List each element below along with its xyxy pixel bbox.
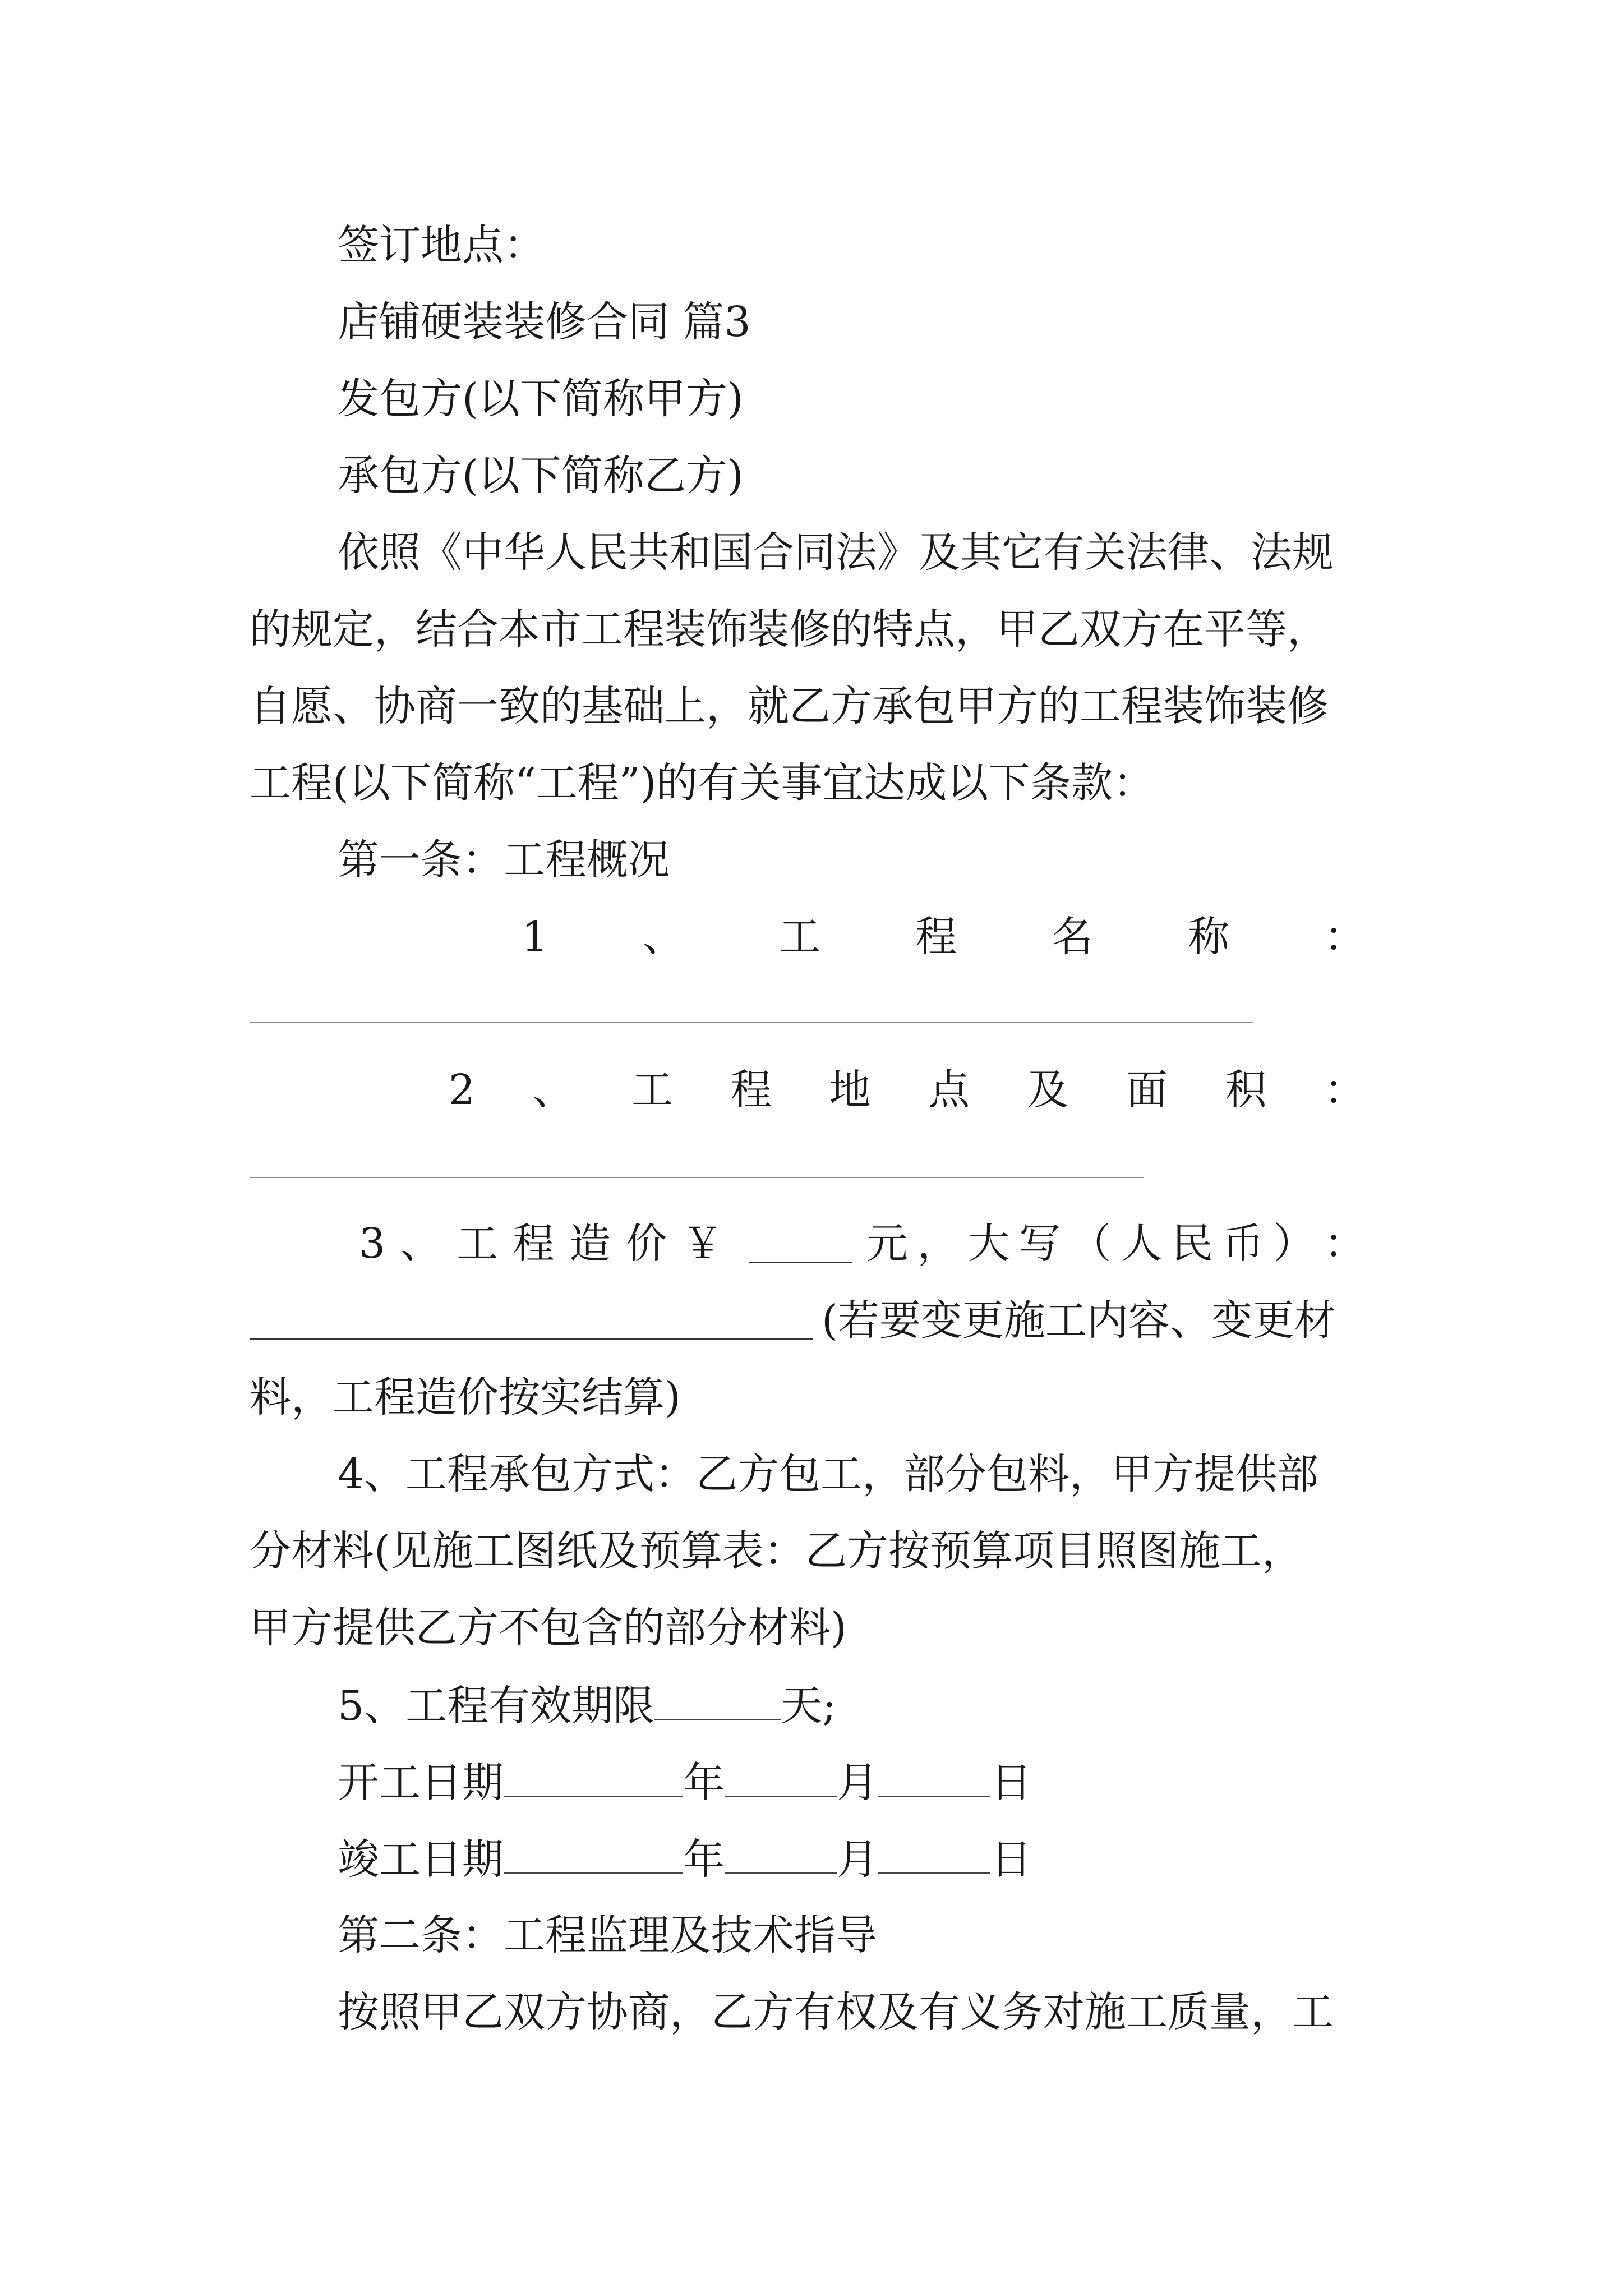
- day-label: 日: [990, 1759, 1032, 1807]
- intro-line-3: 自愿、协商一致的基础上，就乙方承包甲方的工程装饰装修: [250, 682, 1329, 730]
- item-1-char: 程: [915, 913, 957, 961]
- item-1-project-name: [522, 913, 1366, 961]
- end-day-blank[interactable]: [878, 1838, 990, 1874]
- end-date-line: [338, 1835, 1032, 1884]
- item-3-char: （: [1069, 1220, 1112, 1268]
- item-3-char: 程: [513, 1220, 555, 1268]
- end-year-blank[interactable]: [504, 1838, 683, 1874]
- start-date-line: [338, 1759, 1032, 1807]
- month-label: 月: [837, 1835, 878, 1884]
- item-3-char: 大: [968, 1220, 1010, 1268]
- item-1-char: 工: [779, 913, 821, 961]
- item-3-char: 3: [359, 1220, 386, 1268]
- intro-line-1: 依照《中华人民共和国合同法》及其它有关法律、法规: [338, 528, 1334, 577]
- item-1-char: 1: [522, 913, 548, 961]
- intro-line-4: 工程(以下简称“工程”)的有关事宜达成以下条款：: [250, 759, 1155, 807]
- item-3-char: 造: [569, 1220, 611, 1268]
- item-2-char: 工: [631, 1066, 673, 1114]
- item-3-char: ￥: [682, 1220, 723, 1268]
- item-2-char: 、: [532, 1066, 574, 1114]
- item-1-char: 、: [643, 913, 685, 961]
- intro-line-2: 的规定，结合本市工程装饰装修的特点，甲乙双方在平等，: [250, 605, 1329, 654]
- item-2-fill-line: [250, 1177, 1144, 1178]
- item-3-char: ：: [1324, 1220, 1366, 1268]
- item-3-line-3: 料，工程造价按实结算): [250, 1373, 681, 1421]
- article-2-line-1: 按照甲乙双方协商，乙方有权及有义务对施工质量，工: [338, 1988, 1334, 2036]
- item-5-prefix: 5、工程有效期限: [338, 1682, 655, 1730]
- start-month-blank[interactable]: [725, 1761, 837, 1797]
- item-3-char: ）: [1273, 1220, 1315, 1268]
- item-1-char: 名: [1052, 913, 1094, 961]
- sign-place: 签订地点：: [338, 221, 545, 269]
- item-1-fill-line: [250, 1022, 1253, 1023]
- party-b: 承包方(以下简称乙方): [338, 452, 744, 500]
- year-label: 年: [683, 1759, 725, 1807]
- end-month-blank[interactable]: [725, 1838, 837, 1874]
- item-2-char: 程: [730, 1066, 772, 1114]
- item-2-char: 点: [928, 1066, 970, 1114]
- item-2-location-area: [449, 1066, 1366, 1114]
- item-4-line-1: 4、工程承包方式：乙方包工，部分包料，甲方提供部: [338, 1450, 1319, 1498]
- month-label: 月: [837, 1759, 878, 1807]
- end-date-label: 竣工日期: [338, 1835, 504, 1884]
- item-3-char: 币: [1222, 1220, 1264, 1268]
- item-2-char: ：: [1324, 1066, 1366, 1114]
- item-2-char: 及: [1027, 1066, 1069, 1114]
- item-3-char: 民: [1171, 1220, 1213, 1268]
- item-3-char: ，: [917, 1220, 959, 1268]
- item-3-capital-blank[interactable]: [250, 1338, 813, 1340]
- item-2-char: 2: [449, 1066, 476, 1114]
- item-3-line-2: (若要变更施工内容、变更材: [822, 1296, 1336, 1345]
- year-label: 年: [683, 1835, 725, 1884]
- item-3-char: 、: [400, 1220, 442, 1268]
- item-3-cost-part-b: [866, 1220, 1366, 1268]
- start-day-blank[interactable]: [878, 1761, 990, 1797]
- item-3-char: 元: [866, 1220, 908, 1268]
- party-a: 发包方(以下简称甲方): [338, 375, 744, 423]
- item-3-cost-part-a: [359, 1220, 723, 1268]
- item-2-char: 积: [1225, 1066, 1267, 1114]
- item-1-char: ：: [1324, 913, 1366, 961]
- item-2-char: 地: [829, 1066, 871, 1114]
- item-2-char: 面: [1126, 1066, 1168, 1114]
- start-year-blank[interactable]: [504, 1761, 683, 1797]
- start-date-label: 开工日期: [338, 1759, 504, 1807]
- item-1-char: 称: [1188, 913, 1230, 961]
- item-4-line-3: 甲方提供乙方不包含的部分材料): [250, 1604, 847, 1652]
- item-4-line-2: 分材料(见施工图纸及预算表：乙方按预算项目照图施工，: [250, 1527, 1303, 1575]
- item-3-char: 价: [625, 1220, 667, 1268]
- item-5-duration: [338, 1682, 837, 1730]
- contract-heading: 店铺硬装装修合同 篇3: [338, 298, 751, 346]
- day-label: 日: [990, 1835, 1032, 1884]
- item-3-char: 写: [1018, 1220, 1061, 1268]
- article-2-title: 第二条：工程监理及技术指导: [338, 1911, 877, 1959]
- item-3-amount-blank[interactable]: [749, 1262, 852, 1263]
- article-1-title: 第一条：工程概况: [338, 836, 670, 884]
- item-3-char: 工: [457, 1220, 499, 1268]
- duration-days-blank[interactable]: [654, 1684, 781, 1720]
- item-5-suffix: 天;: [781, 1682, 837, 1730]
- item-3-char: 人: [1121, 1220, 1163, 1268]
